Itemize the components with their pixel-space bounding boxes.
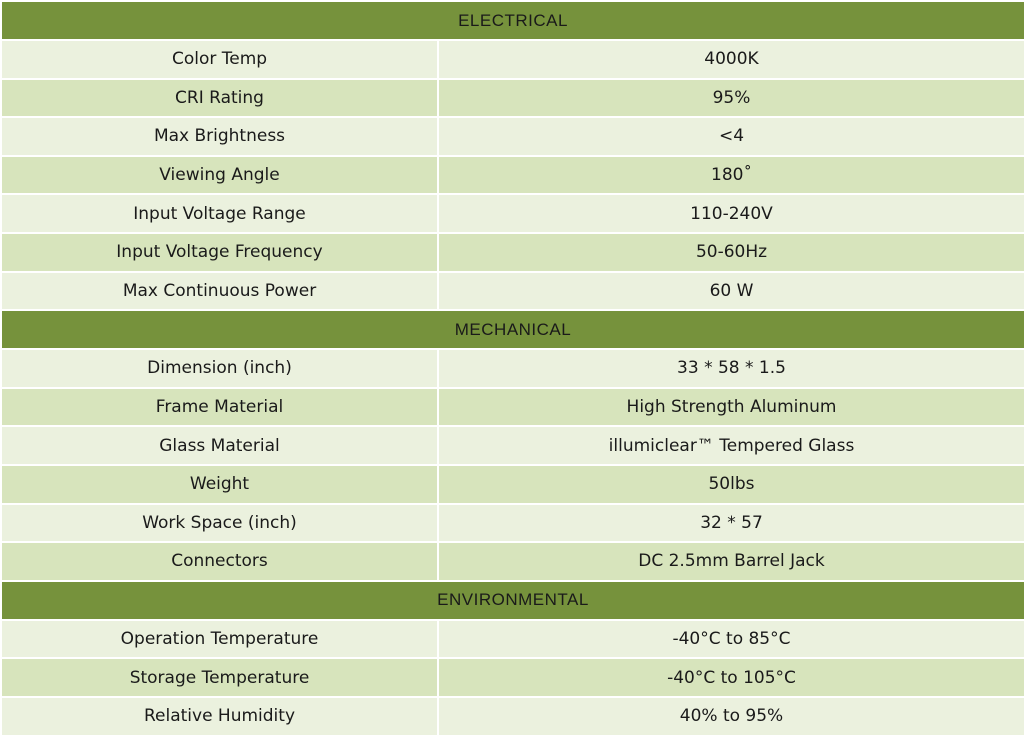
section-title: ENVIRONMENTAL	[1, 581, 1024, 620]
spec-value: 60 W	[438, 272, 1024, 311]
table-row	[1, 79, 1024, 118]
spec-value: -40°C to 105°C	[438, 658, 1024, 697]
section-title: MECHANICAL	[1, 310, 1024, 349]
table-row	[1, 117, 1024, 156]
spec-label: Operation Temperature	[1, 620, 438, 659]
spec-value: -40°C to 85°C	[438, 620, 1024, 659]
section-title: ELECTRICAL	[1, 1, 1024, 40]
spec-label: Storage Temperature	[1, 658, 438, 697]
spec-label: Viewing Angle	[1, 156, 438, 195]
spec-value: 40% to 95%	[438, 697, 1024, 736]
spec-label: Dimension (inch)	[1, 349, 438, 388]
spec-label: Connectors	[1, 542, 438, 581]
spec-value: 32 * 57	[438, 504, 1024, 543]
spec-label: Glass Material	[1, 426, 438, 465]
spec-label: Input Voltage Frequency	[1, 233, 438, 272]
spec-value: 110-240V	[438, 194, 1024, 233]
table-row	[1, 697, 1024, 736]
spec-value: 33 * 58 * 1.5	[438, 349, 1024, 388]
spec-label: Frame Material	[1, 388, 438, 427]
table-row	[1, 40, 1024, 79]
table-row	[1, 388, 1024, 427]
spec-label: Max Brightness	[1, 117, 438, 156]
spec-label: Work Space (inch)	[1, 504, 438, 543]
spec-value: 50lbs	[438, 465, 1024, 504]
table-row	[1, 658, 1024, 697]
section-header	[1, 581, 1024, 620]
spec-value: 95%	[438, 79, 1024, 118]
table-row	[1, 349, 1024, 388]
table-row	[1, 542, 1024, 581]
spec-value: 180˚	[438, 156, 1024, 195]
spec-label: Input Voltage Range	[1, 194, 438, 233]
spec-label: Weight	[1, 465, 438, 504]
spec-value: illumiclear™ Tempered Glass	[438, 426, 1024, 465]
spec-value: 50-60Hz	[438, 233, 1024, 272]
spec-value: DC 2.5mm Barrel Jack	[438, 542, 1024, 581]
spec-value: <4	[438, 117, 1024, 156]
table-row	[1, 156, 1024, 195]
spec-value: High Strength Aluminum	[438, 388, 1024, 427]
section-header	[1, 310, 1024, 349]
table-row	[1, 233, 1024, 272]
table-row	[1, 426, 1024, 465]
spec-label: CRI Rating	[1, 79, 438, 118]
spec-table-body	[1, 1, 1024, 736]
spec-label: Color Temp	[1, 40, 438, 79]
spec-label: Max Continuous Power	[1, 272, 438, 311]
table-row	[1, 272, 1024, 311]
table-row	[1, 465, 1024, 504]
table-row	[1, 620, 1024, 659]
table-row	[1, 194, 1024, 233]
spec-label: Relative Humidity	[1, 697, 438, 736]
spec-value: 4000K	[438, 40, 1024, 79]
table-row	[1, 504, 1024, 543]
section-header	[1, 1, 1024, 40]
